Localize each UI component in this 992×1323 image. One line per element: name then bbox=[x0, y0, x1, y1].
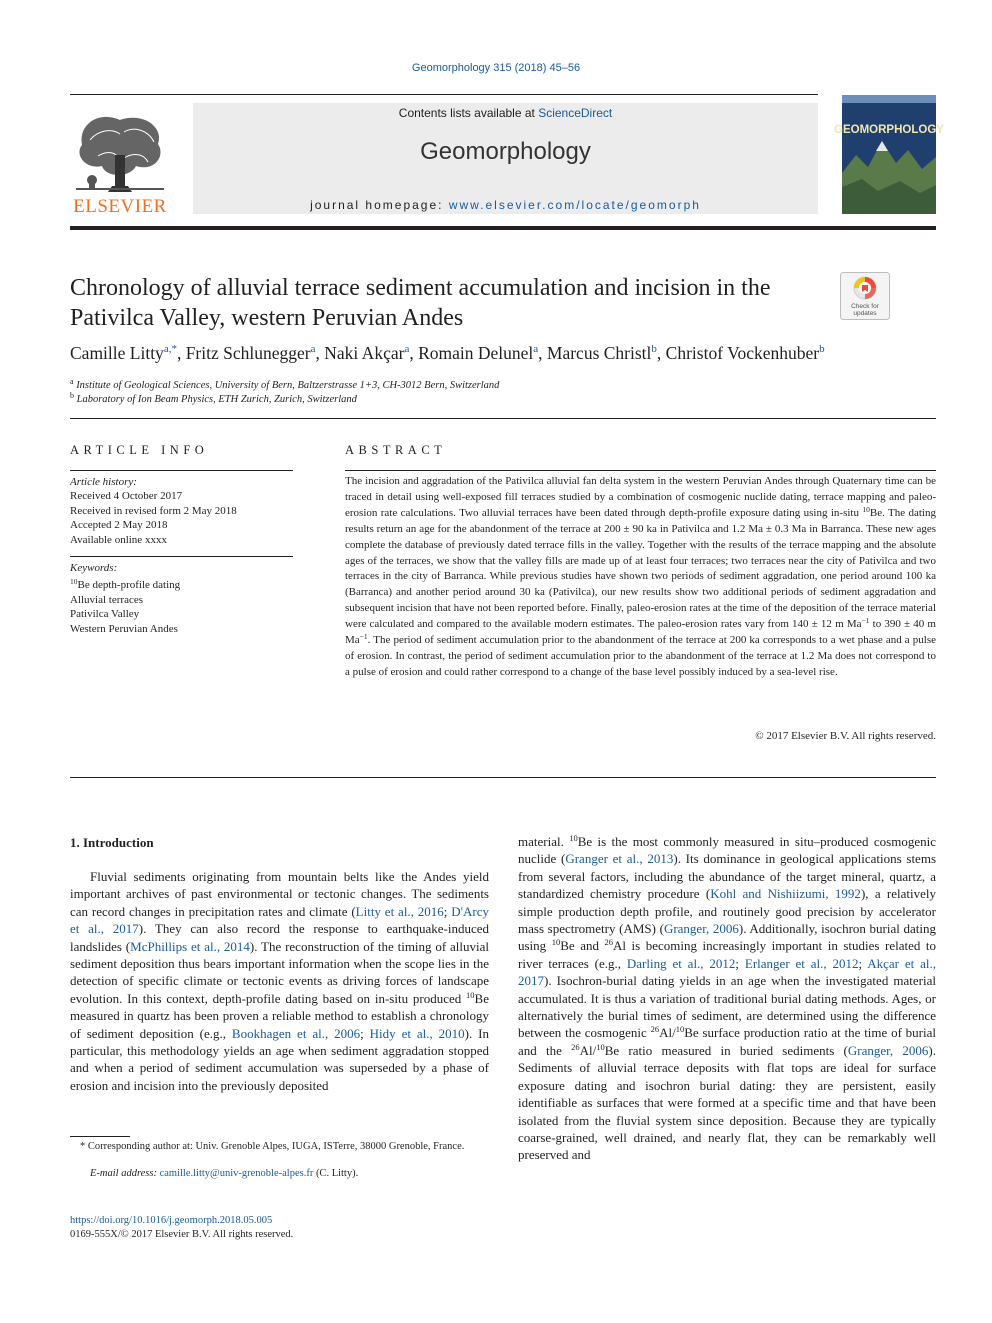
author-affiliation-marker[interactable]: a bbox=[404, 343, 410, 355]
svg-text:Check for: Check for bbox=[851, 303, 879, 310]
journal-homepage: journal homepage: www.elsevier.com/locate/geomorph bbox=[310, 198, 701, 212]
journal-cover-image[interactable] bbox=[834, 95, 944, 214]
abstract-copyright: © 2017 Elsevier B.V. All rights reserved. bbox=[755, 730, 936, 742]
doi-link[interactable]: https://doi.org/10.1016/j.geomorph.2018.05.005 bbox=[70, 1215, 273, 1226]
author-affiliation-marker[interactable]: a bbox=[533, 343, 539, 355]
keyword-item: $^{10}$Be depth-profile dating bbox=[70, 577, 181, 592]
citation-link[interactable]: Darling et al., 2012 bbox=[626, 955, 736, 971]
citation-link[interactable]: Akçar et al., 2017 bbox=[518, 955, 936, 989]
author-name[interactable]: Marcus Christl bbox=[546, 343, 652, 363]
body-left-column: Fluvial sediments originating from mountain belts like the Andes yield important archives of past environmental or tectonic changes. The sediments can record changes in precipitation rates and climate (Litty et al., 2016; D'Arcy et al., 2017). They can also record the response to earthquake-induced landslides (McPhillips et al., 2014). The reconstruction of the timing of alluvial sediment deposition thus bears important information when the scope lies in the detection of specific climate or tectonic events as driving forces of landscape evolution. In this context, depth-profile dating based on in-situ produced $^{10}$Be measured in quartz has been proven a reliable method to establish a chronology of sediment deposition (e.g., Bookhagen et al., 2006; Hidy et al., 2010). In particular, this methodology yields an age when sediment aggradation stopped and when a period of sediment accumulation was superseded by a phase of erosion and incision into the previously deposited bbox=[70, 869, 490, 1093]
body-right-column: material. $^{10}$Be is the most commonly measured in situ–produced cosmogenic nuclide (Granger et al., 2013). Its dominance in geological applications stems from several factors, including the abundance of the target mineral, quartz, a standardized chemistry procedure (Kohl and Nishiizumi, 1992), a relatively simple production depth profile, and routinely good precision by accelerator mass spectrometry (AMS) (Granger, 2006). Additionally, isochron burial dating using $^{10}$Be and $^{26}$Al is becoming increasingly important in studies related to river terraces (e.g., Darling et al., 2012; Erlanger et al., 2012; Akçar et al., 2017). Isochron-burial dating yields in an age when the investigated material accumulated. It is thus a variation of traditional burial dating methods. Ages, or alternatively the burial times of sediment, are determined using the difference between the cosmogenic $^{26}$Al/$^{10}$Be surface production ratio at the time of burial and the $^{26}$Al/$^{10}$Be ratio measured in buried sediments (Granger, 2006). Sediments of alluvial terrace deposits with flat tops are ideal for surface exposure dating and isochron burial dating: they are persistent, easily identifiable as surfaces that were formed at a specific time and that have been isolated from the fluvial system since deposition. Because they are typically coarse-grained, well drained, and nearly flat, they can be remarkably well preserved and bbox=[518, 833, 937, 1163]
author-separator: , bbox=[538, 343, 547, 363]
contents-line: Contents lists available at ScienceDirect bbox=[398, 106, 613, 120]
svg-text:updates: updates bbox=[853, 310, 877, 317]
author-affiliation-marker[interactable]: b bbox=[819, 343, 825, 355]
citation-link[interactable]: Erlanger et al., 2012 bbox=[744, 955, 859, 971]
citation-link[interactable]: Litty et al., 2016 bbox=[355, 903, 444, 919]
footnote-rule bbox=[70, 1136, 130, 1137]
keyword-item: Pativilca Valley bbox=[70, 608, 140, 621]
abstract-end-rule bbox=[70, 777, 936, 778]
affiliation-a: $^a$ Institute of Geological Sciences, University of Bern, Baltzerstrasse 1+3, CH-3012 Bern, Switzerland bbox=[70, 377, 500, 391]
author-separator: , bbox=[315, 343, 325, 363]
email-line: E-mail address: camille.litty@univ-grenoble-alpes.fr (C. Litty). bbox=[90, 1168, 359, 1179]
author-separator: , bbox=[656, 343, 666, 363]
author-separator: , bbox=[409, 343, 419, 363]
abstract-heading: ABSTRACT bbox=[345, 443, 447, 457]
article-info-rule bbox=[70, 470, 293, 471]
author-affiliation-marker[interactable]: a,* bbox=[163, 343, 177, 355]
email-link[interactable]: camille.litty@univ-grenoble-alpes.fr bbox=[159, 1168, 314, 1179]
introduction-heading: 1. Introduction bbox=[70, 835, 154, 850]
keyword-item: Alluvial terraces bbox=[70, 593, 143, 606]
affiliation-b: $^b$ Laboratory of Ion Beam Physics, ETH Zurich, Zurich, Switzerland bbox=[70, 391, 357, 405]
homepage-link[interactable]: www.elsevier.com/locate/geomorph bbox=[448, 198, 701, 212]
citation-link[interactable]: D'Arcy et al., 2017 bbox=[70, 903, 489, 937]
abstract-rule bbox=[345, 470, 936, 471]
citation-link[interactable]: Granger, 2006 bbox=[663, 921, 739, 937]
author-name[interactable]: Romain Delunel bbox=[418, 343, 534, 363]
author-affiliation-marker[interactable]: a bbox=[310, 343, 316, 355]
citation-link[interactable]: Granger, 2006 bbox=[847, 1042, 929, 1058]
author-name[interactable]: Naki Akçar bbox=[324, 343, 405, 363]
article-info-heading: ARTICLE INFO bbox=[70, 443, 209, 457]
author-affiliation-marker[interactable]: b bbox=[651, 343, 657, 355]
citation-link[interactable]: Bookhagen et al., 2006 bbox=[231, 1025, 361, 1041]
author-separator: , bbox=[176, 343, 186, 363]
check-for-updates-badge[interactable] bbox=[840, 272, 890, 320]
citation-link[interactable]: Granger et al., 2013 bbox=[565, 851, 674, 867]
journal-title: Geomorphology bbox=[420, 138, 591, 165]
journal-reference-link[interactable]: Geomorphology 315 (2018) 45–56 bbox=[411, 62, 581, 74]
keywords-rule bbox=[70, 556, 293, 557]
author-name[interactable]: Fritz Schlunegger bbox=[185, 343, 311, 363]
corresponding-author-footnote: * Corresponding author at: Univ. Grenoble Alpes, IUGA, ISTerre, 38000 Grenoble, France. bbox=[80, 1141, 465, 1152]
article-title: Chronology of alluvial terrace sediment accumulation and incision in the Pativilca Valley, western Peruvian Andes bbox=[70, 275, 771, 331]
article-history: Article history: Received 4 October 2017 Received in revised form 2 May 2018 Accepted 2 May 2018 Available online xxxx bbox=[70, 476, 237, 546]
issn-line: 0169-555X/© 2017 Elsevier B.V. All rights reserved. bbox=[70, 1229, 294, 1240]
keyword-item: Western Peruvian Andes bbox=[70, 622, 178, 635]
abstract-text: The incision and aggradation of the Pativilca alluvial fan delta system in the western Peruvian Andes through Quaternary time can be traced in detail using well-exposed fill terraces studied by a combination of cosmogenic nuclide dating, terrace mapping and paleo-erosion rate calculations. Two alluvial terraces have been dated through depth-profile exposure dating using in-situ $^{10}$Be. The dating results return an age for the abandonment of the terrace at 200 ± 90 ka in Pativilca and 1.2 Ma ± 0.3 Ma in Barranca. These new ages complete the database of previously dated terrace fills in the valley. Together with the results of the terrace mapping and the absolute ages of the terraces, we show that the valley fills are made up of at least four terraces; two terraces near the city of Pativilca and two terraces in the city of Barranca. While previous studies have shown two periods of sediment aggradation, one period around 100 ka (Barranca) and another period around 30 ka (Pativilca), our new results show two additional periods of sediment aggradation and subsequent incision that have not been reported before. Finally, paleo-erosion rates at the time of the deposition of the terrace material were calculated and compared to the available modern estimates. The paleo-erosion rates vary from 140 ± 12 m $Ma^{-1}$ to 390 ± 40 m $Ma^{-1}$. The period of sediment accumulation prior to the abandonment of the terrace at 200 ka corresponds to a wet phase and a pulse of erosion. In contrast, the period of sediment accumulation prior to the abandonment of the terrace at 1.2 Ma does not correspond to a pulse of erosion and could rather correspond to a change of the base level possibly induced by a sea-level rise. bbox=[345, 475, 936, 678]
masthead-rule bbox=[70, 226, 936, 230]
citation-link[interactable]: Kohl and Nishiizumi, 1992 bbox=[710, 886, 861, 902]
keywords: Keywords: $^{10}$Be depth-profile dating Alluvial terraces Pativilca Valley Western Peruvian Andes bbox=[70, 561, 293, 636]
author-name[interactable]: Camille Litty bbox=[70, 343, 164, 363]
author-list bbox=[70, 343, 936, 364]
author-name[interactable]: Christof Vockenhuber bbox=[665, 343, 820, 363]
cover-title: GEOMORPHOLOGY bbox=[834, 124, 944, 136]
header-rule bbox=[70, 94, 818, 95]
authors-rule bbox=[70, 418, 936, 419]
sciencedirect-link[interactable]: ScienceDirect bbox=[538, 106, 613, 120]
elsevier-wordmark: ELSEVIER bbox=[73, 196, 167, 217]
citation-link[interactable]: Hidy et al., 2010 bbox=[369, 1025, 465, 1041]
citation-link[interactable]: McPhillips et al., 2014 bbox=[130, 938, 250, 954]
